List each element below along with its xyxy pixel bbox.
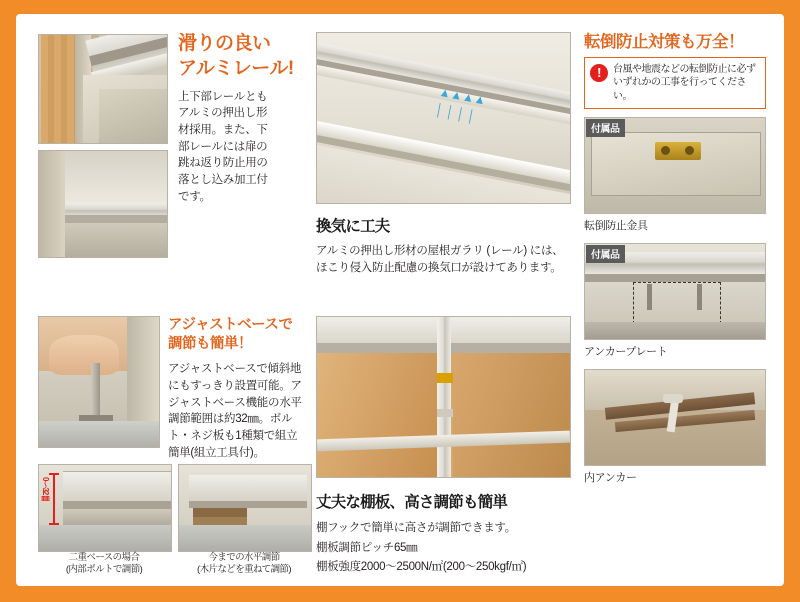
caption-old-method-line2: (木片などを重ねて調節) [197,563,291,575]
shelf-body-line3: 棚板強度2000〜2500N/㎡(200〜250kgf/㎡) [316,561,527,574]
caption-double-base-line2: (内部ボルトで調節) [65,563,143,575]
section-shelf [316,312,574,574]
caption-anchor-plate: アンカープレート [584,346,668,359]
adjust-range-label: 0〜32㎜ [41,477,50,502]
warning-icon: ! [590,64,608,82]
photo-double-base [38,464,172,552]
caption-anti-tip-bracket: 転倒防止金具 [584,220,648,233]
shelf-body-line1: 棚フックで簡単に高さが調節できます。 [316,522,516,534]
rail-title-line1: 滑りの良い [178,33,271,54]
photo-rail-bottom [38,150,168,258]
photo-inner-anchor [584,369,766,466]
photo-shelf [316,316,571,478]
tag-accessory-1: 付属品 [586,119,625,137]
caption-double-base-line1: 二重ベースの場合 [68,552,140,563]
anti-tip-warning-text: 台風や地震などの転倒防止に必ずいずれかの工事を行ってください。 [613,63,756,102]
section-anti-tip [584,32,766,572]
anti-tip-warning [584,57,766,110]
rail-body: 上下部レールともアルミの押出し形材採用。また、下部レールには扉の跳ね返り防止用の落とし込み加工付です。 [178,90,268,203]
rail-title-line2: アルミレール! [178,57,294,79]
photo-old-method [178,464,312,552]
section-ventilation [316,32,571,302]
photo-adjust-base-hand [38,316,160,448]
anti-tip-title: 転倒防止対策も万全！ [584,33,744,51]
shelf-title: 丈夫な棚板、高さ調節も簡単 [316,494,508,511]
caption-inner-anchor: 内アンカー [584,472,637,485]
ventilation-title: 換気に工夫 [316,218,390,235]
section-adjust-base [38,312,310,575]
airflow-arrows-icon: ▲▲▲▲ │ │ │ │ [434,84,488,124]
adjust-base-title-line1: アジャストベースで [168,317,293,333]
content-sheet [16,14,784,586]
ventilation-body: アルミの押出し形材の屋根ガラリ (レール) には、ほこり侵入防止配慮の換気口が設けてあります。 [316,245,564,274]
photo-rail-top [38,34,168,144]
section-rail [38,32,308,262]
caption-old-method-line1: 今までの水平調節 [208,552,280,563]
adjust-base-body: アジャストベースで傾斜地にもすっきり設置可能。アジャストベース機能の水平調節範囲は約32㎜。ボルト・ネジ板も1種類で組立簡単(組立工具付)。 [168,363,302,459]
tag-accessory-2: 付属品 [586,245,625,263]
photo-ventilation [316,32,571,204]
adjust-base-title-line2: 調節も簡単！ [168,336,252,353]
shelf-body-line2: 棚板調節ピッチ65㎜ [316,541,418,554]
